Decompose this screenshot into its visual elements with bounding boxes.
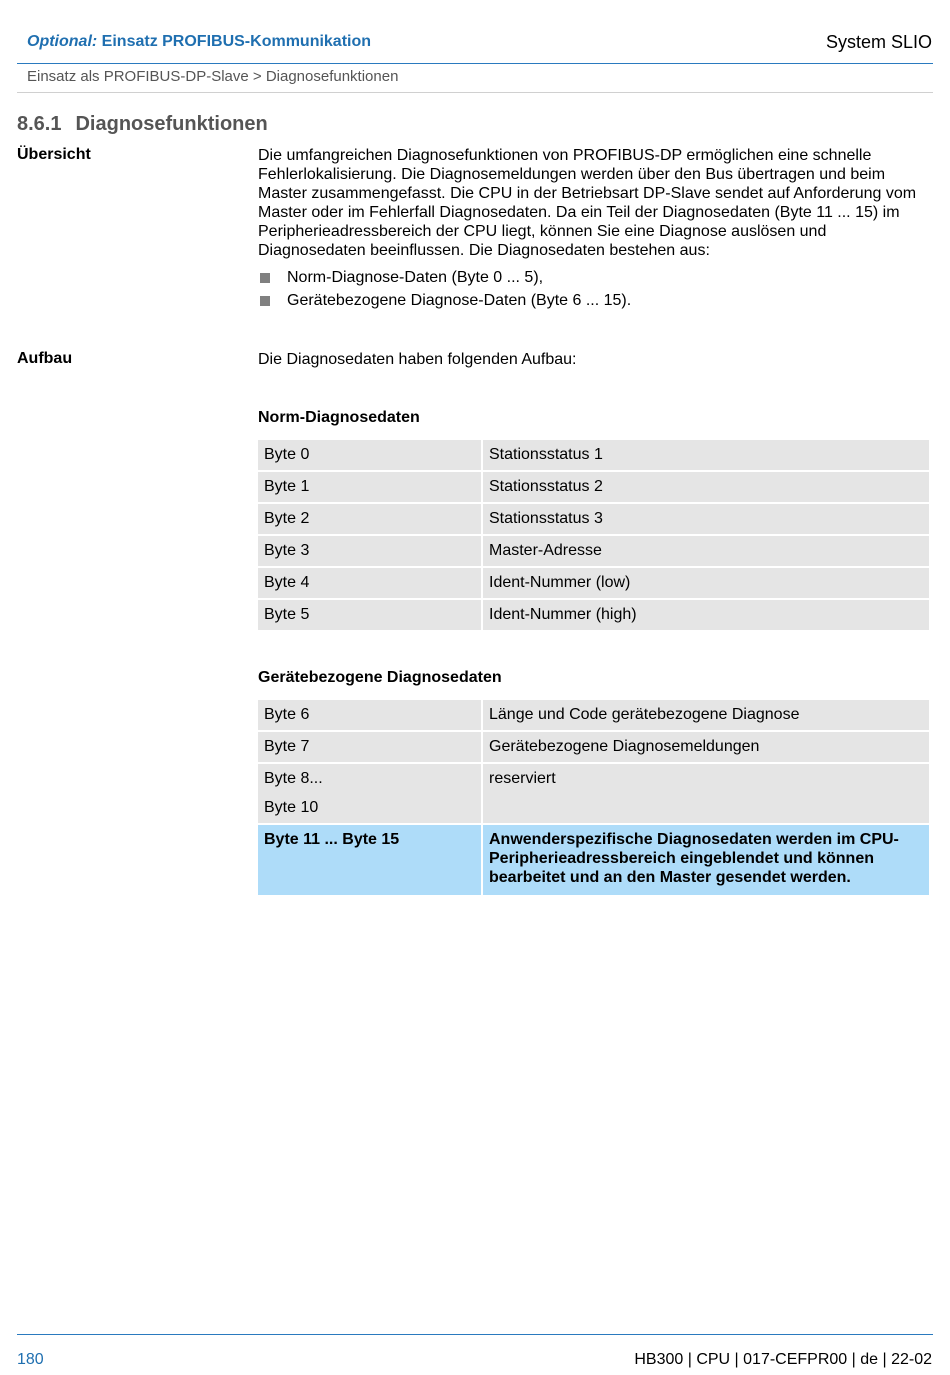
list-item: Norm-Diagnose-Daten (Byte 0 ... 5), (258, 267, 631, 290)
table-row (258, 732, 929, 762)
footer-rule (17, 1334, 933, 1335)
description-cell: Länge und Code gerätebezogene Diagnose (483, 700, 929, 730)
structure-intro: Die Diagnosedaten haben folgenden Aufbau: (258, 351, 577, 368)
description-cell: Ident-Nummer (high) (483, 600, 929, 630)
device-diagnosis-table (256, 698, 931, 897)
description-cell: Master-Adresse (483, 536, 929, 566)
byte-cell: Byte 2 (258, 504, 481, 534)
overview-paragraph: Die umfangreichen Diagnosefunktionen von PROFIBUS-DP ermöglichen eine schnelle Fehlerlokalisierung. Die Diagnosemeldungen werden über den Bus übertragen und beim Master zusammengefasst. Die CPU in der Betriebsart DP-Slave sendet auf Anforderung vom Master oder im Fehlerfall Diagnosedaten. Da ein Teil der Diagnosedaten (Byte 11 ... 15) im Peripherieadressbereich der CPU liegt, können Sie eine Diagnose auslösen und Diagnosedaten beeinflussen. Die Diagnosedaten bestehen aus: (258, 147, 917, 259)
device-table-heading: Gerätebezogene Diagnosedaten (258, 669, 502, 686)
description-cell: reserviert (483, 764, 929, 823)
byte-cell: Byte 7 (258, 732, 481, 762)
section-heading: Diagnosefunktionen (75, 113, 268, 135)
table-row (258, 536, 929, 566)
byte-cell: Byte 1 (258, 472, 481, 502)
table-row (258, 472, 929, 502)
list-item: Gerätebezogene Diagnose-Daten (Byte 6 ... 15). (258, 290, 631, 313)
breadcrumb-rule (17, 92, 933, 93)
header-rule (17, 63, 933, 64)
system-name: System SLIO (825, 32, 932, 52)
byte-cell: Byte 6 (258, 700, 481, 730)
byte-cell: Byte 5 (258, 600, 481, 630)
table-row (258, 568, 929, 598)
description-cell: Ident-Nummer (low) (483, 568, 929, 598)
overview-bullet-list (258, 267, 631, 313)
table-row (258, 600, 929, 630)
bullet-square-icon (260, 296, 270, 306)
byte-cell: Byte 4 (258, 568, 481, 598)
bullet-square-icon (260, 273, 270, 283)
norm-diagnosis-table (256, 438, 931, 632)
table-row (258, 440, 929, 470)
norm-table-heading: Norm-Diagnosedaten (258, 409, 420, 426)
structure-label: Aufbau (17, 350, 73, 367)
byte-cell: Byte 3 (258, 536, 481, 566)
description-cell: Stationsstatus 2 (483, 472, 929, 502)
table-row (258, 504, 929, 534)
byte-cell: Byte 8... Byte 10 (258, 764, 481, 823)
description-cell: Stationsstatus 1 (483, 440, 929, 470)
table-row (258, 764, 929, 823)
table-row (258, 700, 929, 730)
breadcrumb: Einsatz als PROFIBUS-DP-Slave > Diagnosefunktionen (27, 68, 399, 85)
description-cell: Anwenderspezifische Diagnosedaten werden im CPU-Peripherieadressbereich eingeblendet und können bearbeitet und an den Master gesendet werden. (483, 825, 929, 895)
description-cell: Gerätebezogene Diagnosemeldungen (483, 732, 929, 762)
byte-cell: Byte 11 ... Byte 15 (258, 825, 481, 895)
header-title (27, 33, 371, 51)
document-id: HB300 | CPU | 017-CEFPR00 | de | 22-02 (634, 1351, 932, 1368)
optional-label: Optional: (27, 33, 98, 50)
section-title (17, 113, 268, 136)
page-number: 180 (17, 1351, 44, 1368)
description-cell: Stationsstatus 3 (483, 504, 929, 534)
chapter-title: Einsatz PROFIBUS-Kommunikation (101, 33, 372, 50)
byte-cell: Byte 0 (258, 440, 481, 470)
table-row-highlighted (258, 825, 929, 895)
section-number: 8.6.1 (17, 113, 62, 135)
overview-label: Übersicht (17, 146, 91, 163)
